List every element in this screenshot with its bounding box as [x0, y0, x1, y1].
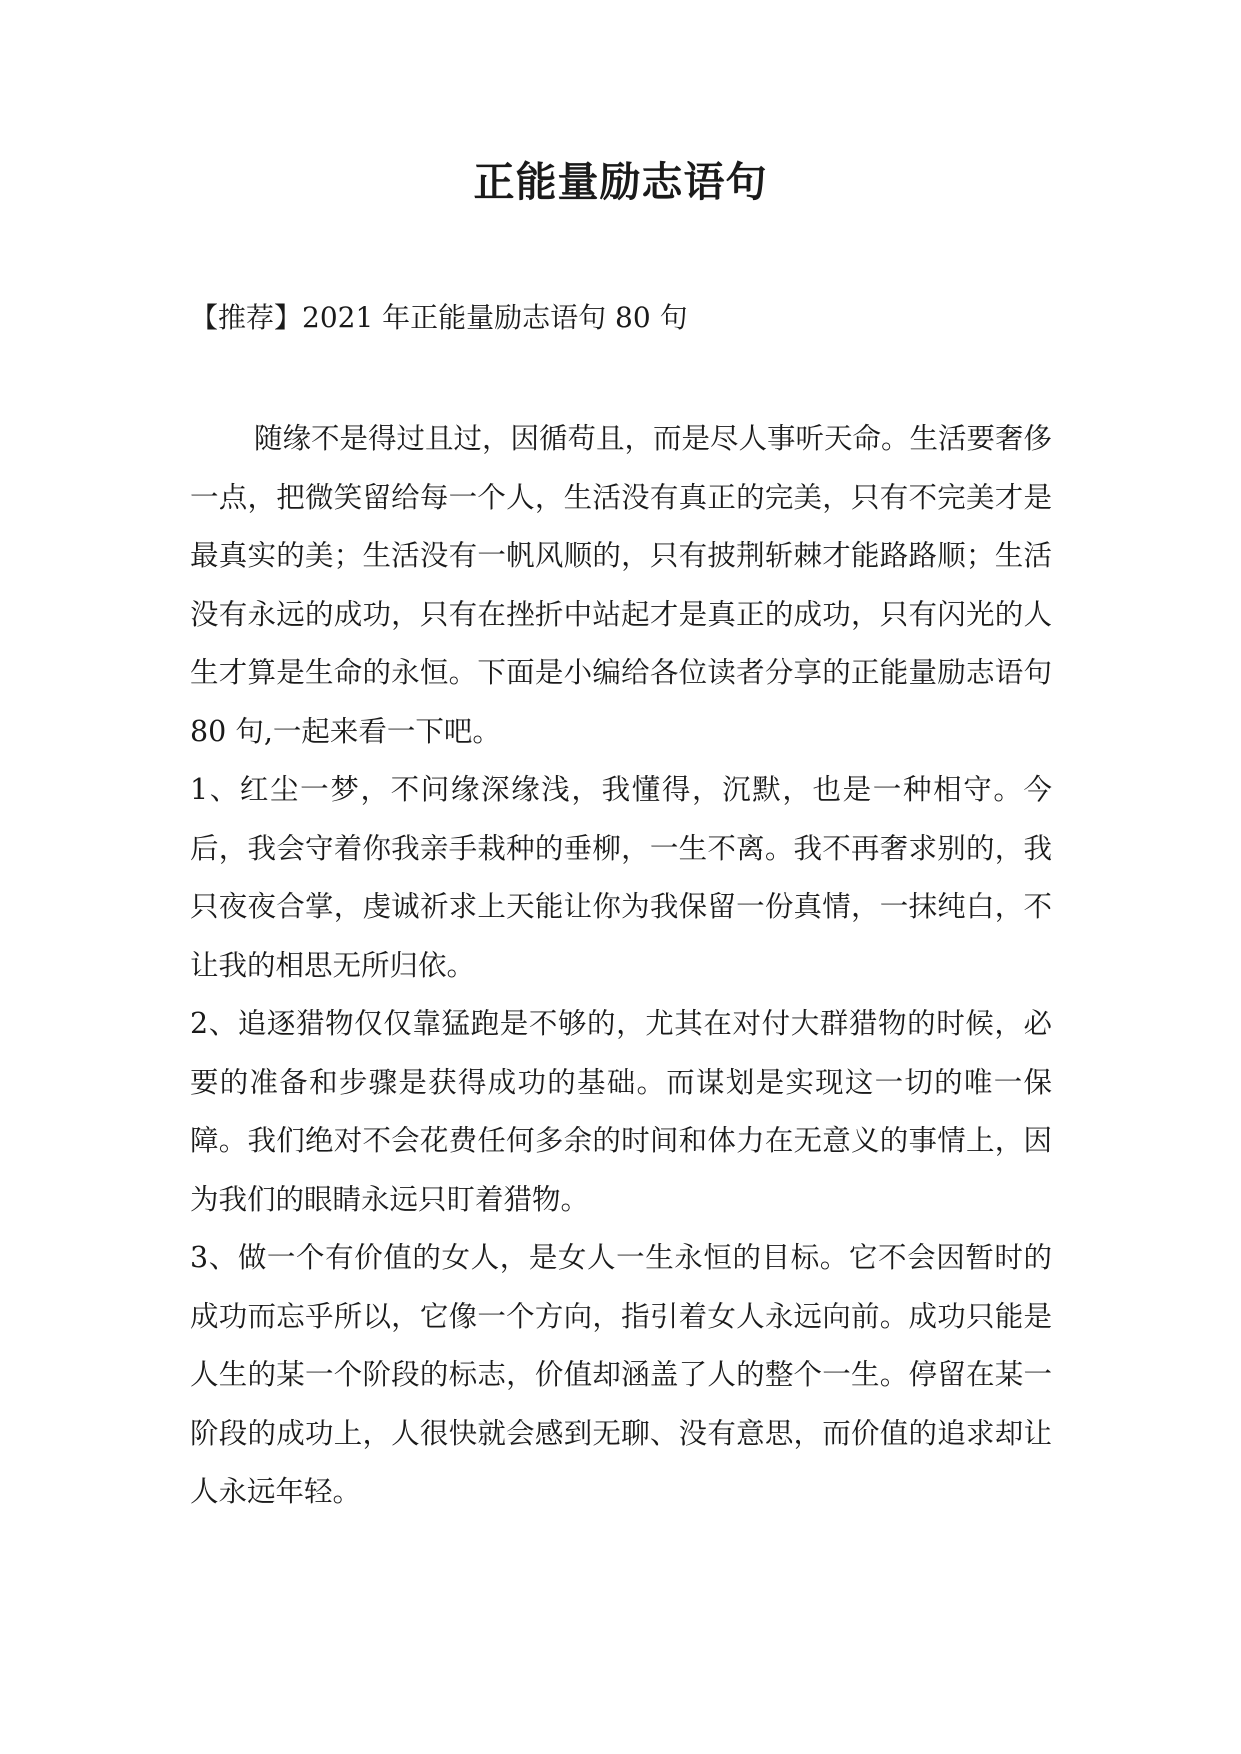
- intro-paragraph: 随缘不是得过且过，因循苟且，而是尽人事听天命。生活要奢侈一点，把微笑留给每一个人，生活没有真正的完美，只有不完美才是最真实的美；生活没有一帆风顺的，只有披荆斩棘才能路路顺；生活没有永远的成功，只有在挫折中站起才是真正的成功，只有闪光的人生才算是生命的永恒。下面是小编给各位读者分享的正能量励志语句 80 句,一起来看一下吧。: [190, 422, 1053, 748]
- document-title: 正能量励志语句: [473, 158, 768, 206]
- list-item: 2、追逐猎物仅仅靠猛跑是不够的，尤其在对付大群猎物的时候，必要的准备和步骤是获得成功的基础。而谋划是实现这一切的唯一保障。我们绝对不会花费任何多余的时间和体力在无意义的事情上，因为我们的眼睛永远只盯着猎物。: [190, 1007, 1052, 1216]
- document-subtitle: 【推荐】2021 年正能量励志语句 80 句: [190, 301, 688, 334]
- list-item: 1、红尘一梦，不问缘深缘浅，我懂得，沉默，也是一种相守。今后，我会守着你我亲手栽种的垂柳，一生不离。我不再奢求别的，我只夜夜合掌，虔诚祈求上天能让你为我保留一份真情，一抹纯白，不让我的相思无所归依。: [190, 773, 1052, 982]
- list-item: 3、做一个有价值的女人，是女人一生永恒的目标。它不会因暂时的成功而忘乎所以，它像一个方向，指引着女人永远向前。成功只能是人生的某一个阶段的标志，价值却涵盖了人的整个一生。停留在某一阶段的成功上，人很快就会感到无聊、没有意思，而价值的追求却让人永远年轻。: [190, 1241, 1052, 1508]
- document-body: [190, 410, 1052, 1522]
